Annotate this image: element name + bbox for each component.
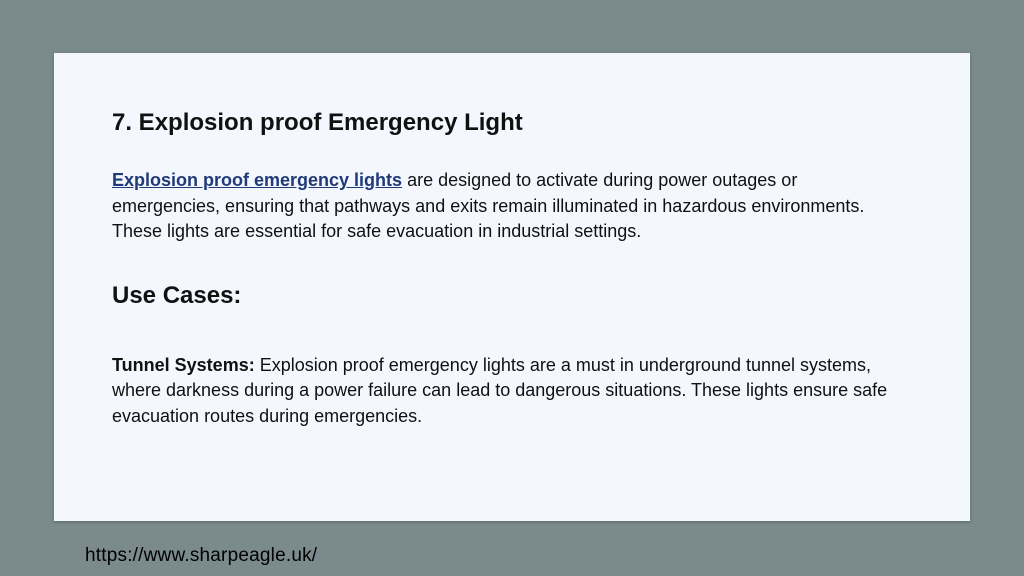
intro-paragraph [112,168,892,245]
use-cases-heading: Use Cases: [112,281,242,309]
explosion-proof-emergency-lights-link[interactable]: Explosion proof emergency lights [112,170,403,190]
slide-content [112,108,892,429]
use-case-paragraph [112,353,892,430]
intro-body: are designed to activate during power outages or emergencies, ensuring that pathways and exits remain illuminated in hazardous environments. These lights are essential for safe evacuation in industrial settings. [112,170,865,241]
page-title: 7. Explosion proof Emergency Light [112,109,523,136]
footer-url: https://www.sharpeagle.uk/ [85,545,318,566]
slide-card [54,53,970,521]
use-case-body: Explosion proof emergency lights are a must in underground tunnel systems, where darkness during a power failure can lead to dangerous situations. These lights ensure safe evacuation routes during emergencies. [112,354,888,426]
use-case-label: Tunnel Systems: [112,354,255,375]
